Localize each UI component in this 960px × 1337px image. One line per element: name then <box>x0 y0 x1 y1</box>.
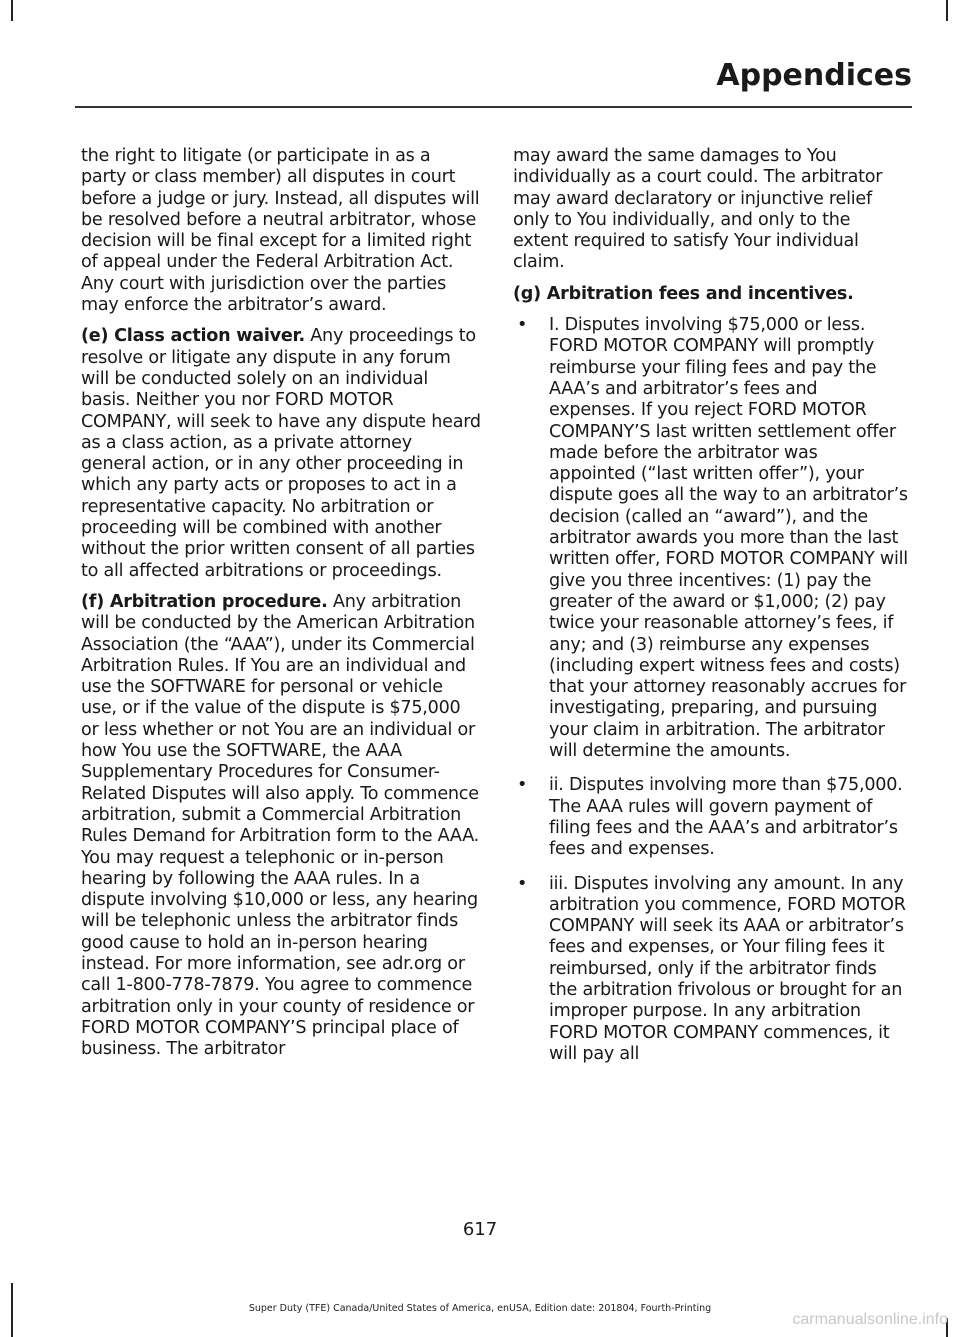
list-item <box>513 775 909 860</box>
bullet-icon: • <box>517 315 528 336</box>
list-item-text: ii. Disputes involving more than $75,000. The AAA rules will govern payment of filing fees and the AAA’s and arbitrator’s fees and expenses. <box>549 775 903 860</box>
header-divider <box>75 106 912 108</box>
bullet-icon: • <box>517 775 528 796</box>
class-action-waiver-heading: (e) Class action waiver. <box>81 326 305 347</box>
paragraph-arbitration-procedure <box>81 592 481 1061</box>
bullet-icon: • <box>517 873 528 894</box>
list-item-text: I. Disputes involving $75,000 or less. FORD MOTOR COMPANY will promptly reimburse your filing fees and pay the AAA’s and arbitrator’s fees and expenses. If you reject FORD MOTOR COMPANY’S last written settlement offer made before the arbitrator was appointed (“last written offer”), your dispute goes all the way to an arbitrator’s decision (called an “award”), and the arbitrator awards you more than the last written offer, FORD MOTOR COMPANY will give you three incentives: (1) pay the greater of the award or $1,000; (2) pay twice your reasonable attorney’s fees, if any; and (3) reimburse any expenses (including expert witness fees and costs) that your attorney reasonably accrues for investigating, preparing, and pursuing your claim in arbitration. The arbitrator will determine the amounts. <box>549 315 908 762</box>
paragraph-litigate: the right to litigate (or participate in as a party or class member) all disputes in court before a judge or jury. Instead, all disputes will be resolved before a neutral arbitrator, whose decision will be final except for a limited right of appeal under the Federal Arbitration Act. Any court with jurisdiction over the parties may enforce the arbitrator’s award. <box>81 146 480 316</box>
page-title: Appendices <box>716 58 912 93</box>
crop-mark-top-left <box>11 0 13 21</box>
arbitration-procedure-text: Any arbitration will be conducted by the American Arbitration Association (the “AAA”), under its Commercial Arbitration Rules. If You are an individual and use the SOFTWARE for personal or vehicle use, or if the value of the dispute is $75,000 or less whether or not You are an individual or how You use the SOFTWARE, the AAA Supplementary Procedures for Consumer-Related Disputes will also apply. To commence arbitration, submit a Commercial Arbitration Rules Demand for Arbitration form to the AAA. You may request a telephonic or in-person hearing by following the AAA rules. In a dispute involving $10,000 or less, any hearing will be telephonic unless the arbitrator finds good cause to hold an in-person hearing instead. For more information, see adr.org or call 1-800-778-7879. You agree to commence arbitration only in your county of residence or FORD MOTOR COMPANY’S principal place of business. The arbitrator <box>81 591 480 1060</box>
list-item <box>513 315 909 762</box>
right-column <box>513 146 909 1078</box>
list-item <box>513 874 909 1066</box>
arbitration-procedure-heading: (f) Arbitration procedure. <box>81 591 328 612</box>
paragraph-damages: may award the same damages to You individually as a court could. The arbitrator may award declaratory or injunctive relief only to You individually, and only to the extent required to satisfy Your individual claim. <box>513 146 883 273</box>
edition-footer: Super Duty (TFE) Canada/United States of America, enUSA, Edition date: 201804, Fourth-Printing <box>248 1303 712 1314</box>
left-column <box>81 146 481 1070</box>
fees-bullet-list <box>513 315 909 1065</box>
fees-incentives-heading: (g) Arbitration fees and incentives. <box>513 283 854 304</box>
page-number: 617 <box>462 1219 498 1240</box>
list-item-text: iii. Disputes involving any amount. In any arbitration you commence, FORD MOTOR COMPANY will seek its AAA or arbitrator’s fees and expenses, or Your filing fees it reimbursed, only if the arbitrator finds the arbitration frivolous or brought for an improper purpose. In any arbitration FORD MOTOR COMPANY commences, it will pay all <box>549 873 906 1064</box>
paragraph-class-action-waiver <box>81 326 481 582</box>
watermark: carmanualsonline.info <box>792 1311 948 1328</box>
class-action-waiver-text: Any proceedings to resolve or litigate any dispute in any forum will be conducted solely on an individual basis. Neither you nor FORD MOTOR COMPANY, will seek to have any dispute heard as a class action, as a private attorney general action, or in any other proceeding in which any party acts or proposes to act in a representative capacity. No arbitration or proceeding will be combined with another without the prior written consent of all parties to all affected arbitrations or proceedings. <box>81 326 481 581</box>
crop-mark-top-right <box>946 0 948 21</box>
